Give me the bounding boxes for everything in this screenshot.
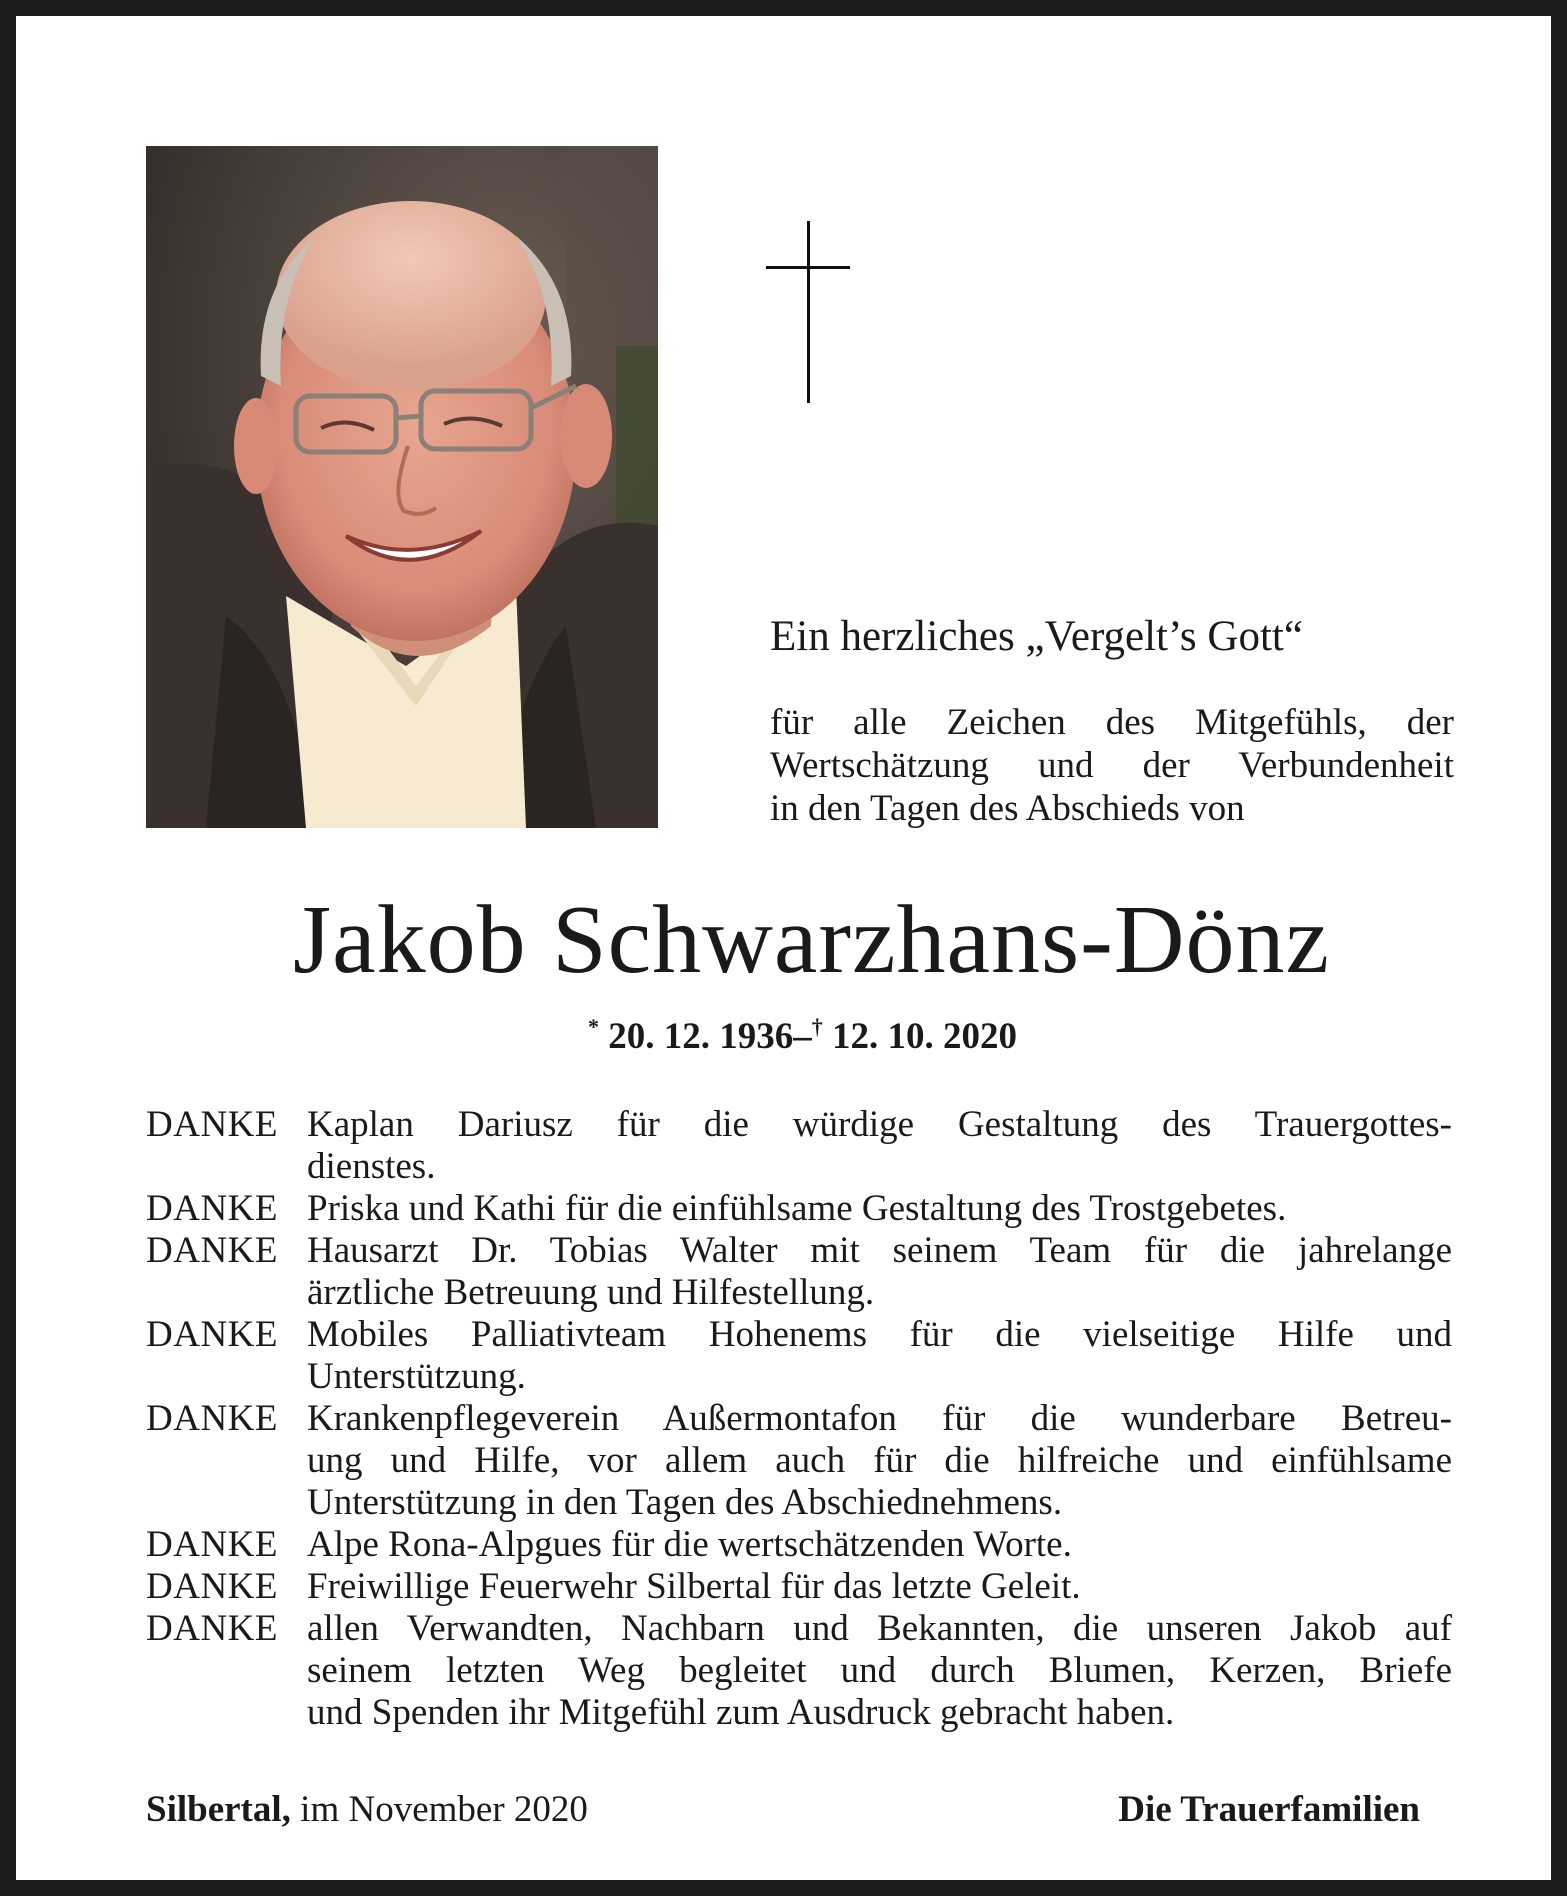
intro-line: für alle Zeichen des Mitgefühls, der bbox=[770, 702, 1454, 743]
birth-mark: * bbox=[588, 1014, 599, 1039]
thanks-label: DANKE bbox=[146, 1314, 278, 1355]
headline: Ein herzliches „Vergelt’s Gott“ bbox=[770, 613, 1303, 660]
thanks-line: Unterstützung in den Tagen des Abschiednehmens. bbox=[307, 1482, 1063, 1523]
cross-icon bbox=[766, 221, 850, 403]
thanks-label: DANKE bbox=[146, 1608, 278, 1649]
thanks-entry bbox=[146, 1230, 1452, 1314]
thanks-entry bbox=[146, 1566, 1452, 1608]
thanks-label: DANKE bbox=[146, 1230, 278, 1271]
thanks-label: DANKE bbox=[146, 1398, 278, 1439]
portrait-image bbox=[146, 146, 658, 828]
thanks-line: seinem letzten Weg begleitet und durch Blumen, Kerzen, Briefe bbox=[307, 1650, 1452, 1691]
death-date: 12. 10. 2020 bbox=[832, 1016, 1017, 1057]
thanks-entry bbox=[146, 1524, 1452, 1566]
place-date bbox=[146, 1788, 588, 1831]
place: Silbertal, bbox=[146, 1789, 291, 1830]
death-mark: † bbox=[811, 1014, 823, 1039]
birth-date: 20. 12. 1936 bbox=[608, 1016, 794, 1057]
thanks-line: Unterstützung. bbox=[307, 1356, 526, 1397]
thanks-label: DANKE bbox=[146, 1524, 278, 1565]
thanks-entry bbox=[146, 1314, 1452, 1398]
thanks-line: Kaplan Dariusz für die würdige Gestaltung des Trauergottes- bbox=[307, 1104, 1452, 1145]
thanks-entry bbox=[146, 1398, 1452, 1524]
deceased-name: Jakob Schwarzhans-Dönz bbox=[292, 886, 1331, 994]
thanks-line: allen Verwandten, Nachbarn und Bekannten, die unseren Jakob auf bbox=[307, 1608, 1452, 1649]
thanks-line: ärztliche Betreuung und Hilfestellung. bbox=[307, 1272, 875, 1313]
thanks-label: DANKE bbox=[146, 1566, 278, 1607]
signature: Die Trauerfamilien bbox=[1118, 1789, 1420, 1830]
thanks-line: und Spenden ihr Mitgefühl zum Ausdruck gebracht haben. bbox=[307, 1692, 1175, 1733]
thanks-line: Mobiles Palliativteam Hohenems für die vielseitige Hilfe und bbox=[307, 1314, 1452, 1355]
thanks-line: Krankenpflegeverein Außermontafon für die wunderbare Betreu- bbox=[307, 1398, 1452, 1439]
thanks-line: Alpe Rona-Alpgues für die wertschätzenden Worte. bbox=[307, 1524, 1072, 1565]
date-separator: – bbox=[793, 1016, 812, 1057]
thanks-line: Freiwillige Feuerwehr Silbertal für das letzte Geleit. bbox=[307, 1566, 1081, 1607]
thanks-line: Priska und Kathi für die einfühlsame Gestaltung des Trostgebetes. bbox=[307, 1188, 1287, 1229]
life-dates bbox=[16, 1014, 1567, 1058]
thanks-entry bbox=[146, 1104, 1452, 1188]
thanks-line: Hausarzt Dr. Tobias Walter mit seinem Team für die jahrelange bbox=[307, 1230, 1452, 1271]
thanks-label: DANKE bbox=[146, 1188, 278, 1229]
thanks-label: DANKE bbox=[146, 1104, 278, 1145]
portrait-photo bbox=[146, 146, 658, 828]
thanks-entry bbox=[146, 1188, 1452, 1230]
thanks-line: dienstes. bbox=[307, 1146, 436, 1187]
intro-line: in den Tagen des Abschieds von bbox=[770, 788, 1245, 829]
thanks-line: ung und Hilfe, vor allem auch für die hilfreiche und einfühlsame bbox=[307, 1440, 1452, 1481]
thanks-entry bbox=[146, 1608, 1452, 1734]
thanks-list bbox=[146, 1104, 1452, 1734]
intro-text bbox=[770, 701, 1454, 830]
month-year: im November 2020 bbox=[290, 1789, 588, 1830]
intro-line: Wertschätzung und der Verbundenheit bbox=[770, 745, 1454, 786]
